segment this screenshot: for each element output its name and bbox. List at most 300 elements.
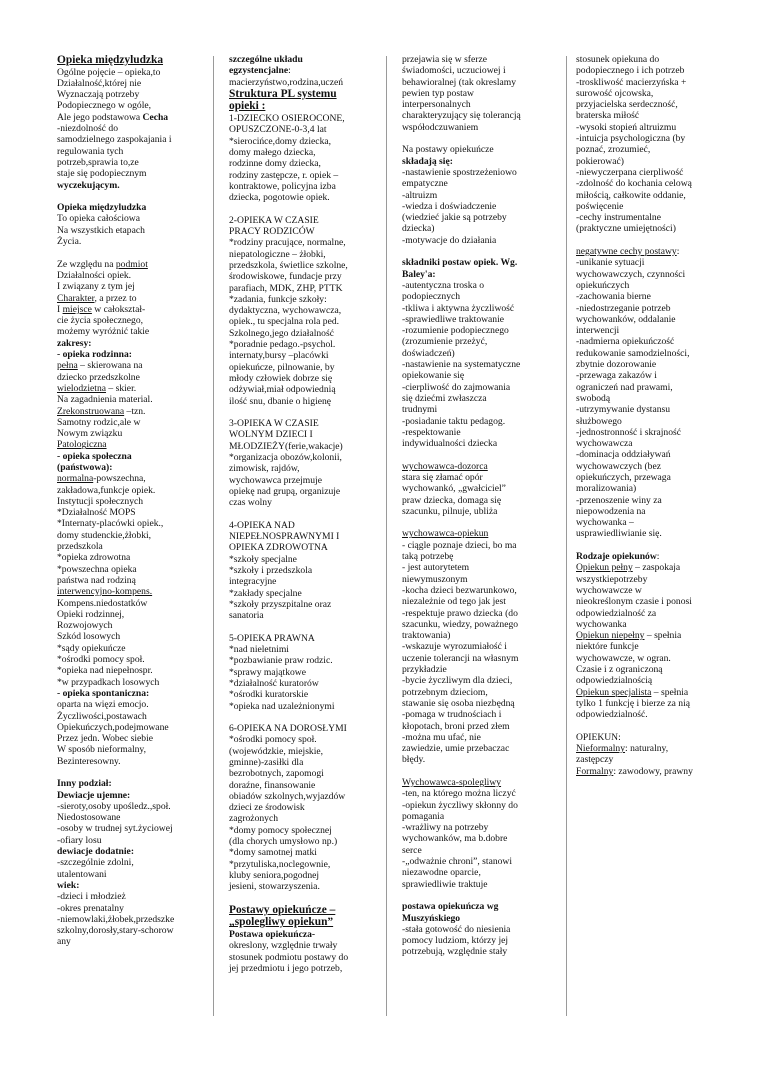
- line-text: -rozumienie podopiecznego: [402, 325, 509, 337]
- line-text: przedszkola, świetlice szkolne,: [229, 259, 348, 271]
- line-text: Na wszystkich etapach: [57, 224, 145, 236]
- text-line: [57, 598, 202, 609]
- line-text: indywidualności dziecka: [402, 438, 498, 450]
- paragraph-gap: [57, 767, 202, 778]
- text-line: [576, 664, 728, 675]
- text-line: [576, 427, 728, 438]
- text-line: [57, 326, 202, 337]
- text-line: [576, 144, 728, 155]
- text-line: [402, 303, 552, 314]
- text-line: [57, 790, 202, 801]
- text-line: [402, 54, 552, 65]
- line-text: -autentyczna troska o: [402, 279, 485, 291]
- text-line: [57, 383, 202, 394]
- text-line: [576, 336, 728, 347]
- line-text: odpowiedzialnością: [576, 675, 653, 687]
- text-line: [229, 904, 377, 917]
- text-line: [576, 517, 728, 528]
- line-text: obiadów szkolnych,wyjazdów: [229, 790, 346, 802]
- line-text: wychowawca przejmuje: [229, 474, 322, 486]
- line-trailing-part: – spełnia: [651, 686, 689, 698]
- text-line: [402, 212, 552, 223]
- line-text: *w przypadkach losowych: [57, 676, 160, 688]
- text-line: [576, 675, 728, 686]
- text-line: [57, 54, 202, 67]
- line-text: - jest autorytetem: [402, 562, 470, 574]
- text-line: [229, 429, 377, 440]
- text-line: [229, 655, 377, 666]
- text-line: [229, 452, 377, 463]
- text-line: [57, 812, 202, 823]
- text-line: [576, 574, 728, 585]
- line-text: wychowawcza: [576, 438, 633, 450]
- text-line: [229, 542, 377, 553]
- line-trailing-part: –tzn.: [124, 405, 146, 417]
- line-text: doraźne, finansowanie: [229, 779, 316, 791]
- line-text: -sieroty,osoby upośledz.,społ.: [57, 800, 171, 812]
- line-text: kluby seniora,pogodnej: [229, 869, 320, 881]
- text-line: [402, 833, 552, 844]
- text-line: [402, 619, 552, 630]
- text-line: [229, 283, 377, 294]
- text-line: [229, 520, 377, 531]
- text-line: [402, 483, 552, 494]
- line-text: Kompens.niedostatków: [57, 597, 148, 609]
- line-text: zagrożonych: [229, 813, 279, 825]
- line-underlined-part: Opiekun pełny: [576, 562, 633, 574]
- column-divider-1: [213, 56, 214, 1016]
- text-line: [229, 54, 377, 65]
- text-line: [229, 158, 377, 169]
- line-text: odżywiał,miał odpowiednią: [229, 384, 336, 396]
- line-text: -bycie życzliwym dla dzieci,: [402, 675, 513, 687]
- text-line: [57, 518, 202, 529]
- text-line: [229, 836, 377, 847]
- line-text: jesieni, stowarzyszenia.: [229, 881, 320, 893]
- text-line: [57, 925, 202, 936]
- line-text: -sprawiedliwe traktowanie: [402, 313, 505, 325]
- line-text: Muszyńskiego: [402, 912, 461, 924]
- line-text: Niedostosowane: [57, 812, 121, 824]
- line-text: NIEPEŁNOSPRAWNYMI I: [229, 531, 340, 543]
- line-text: poznać, zrozumieć,: [576, 144, 651, 156]
- text-line: [229, 88, 377, 101]
- text-line: [402, 348, 552, 359]
- text-line: [229, 678, 377, 689]
- line-text: (państwowa):: [57, 461, 113, 473]
- line-text: *działalność kuratorów: [229, 677, 319, 689]
- text-line: [229, 610, 377, 621]
- line-text: odpowiedzialność.: [576, 709, 648, 721]
- line-text: współodczuwaniem: [402, 121, 479, 133]
- text-line: [402, 438, 552, 449]
- line-text: OPIEKUN:: [576, 731, 621, 743]
- line-text: Inny podział:: [57, 778, 112, 790]
- line-text: Opieka międzyludzka: [57, 54, 164, 66]
- text-line: [402, 77, 552, 88]
- text-line: [57, 880, 202, 891]
- line-underlined-part: wielodzietna: [57, 382, 107, 394]
- line-text: -dzieci i młodzież: [57, 891, 126, 903]
- text-line: [229, 746, 377, 757]
- line-text: *szkoły przyszpitalne oraz: [229, 598, 332, 610]
- line-text: 5-OPIEKA PRAWNA: [229, 632, 315, 644]
- line-text: -zachowania bierne: [576, 291, 651, 303]
- text-line: [402, 99, 552, 110]
- text-line: [576, 54, 728, 65]
- text-line: [229, 260, 377, 271]
- line-text: *sierocińce,domy dziecka,: [229, 135, 332, 147]
- line-text: praw dziecka, domaga się: [402, 494, 502, 506]
- line-text: gminne)-zasiłki dla: [229, 757, 304, 768]
- text-line: [57, 733, 202, 744]
- line-text: -ofiary losu: [57, 834, 102, 846]
- line-underlined-part: normalna: [57, 473, 94, 485]
- text-line: [57, 213, 202, 224]
- line-text: -wiedza i doświadczenie: [402, 200, 497, 212]
- line-text: MŁODZIEŻY(ferie,wakacje): [229, 440, 343, 452]
- text-line: [402, 201, 552, 212]
- line-text: tylko 1 funkcję i bierze za nią: [576, 697, 691, 709]
- line-underlined-part: miejsce: [62, 303, 92, 315]
- text-line: [57, 485, 202, 496]
- text-line: [402, 856, 552, 867]
- line-trailing-part: , a przez to: [94, 292, 137, 304]
- text-line: [402, 585, 552, 596]
- line-text: zakładowa,funkcje opiek.: [57, 484, 156, 496]
- line-text: *poradnie pedago.-psychol.: [229, 339, 336, 351]
- text-line: [229, 554, 377, 565]
- line-text: *szkoły i przedszkola: [229, 564, 313, 576]
- line-text: usprawiedliwianie się.: [576, 528, 662, 540]
- line-text: To opieka całościowa: [57, 213, 140, 225]
- text-line: [57, 903, 202, 914]
- text-line: [229, 633, 377, 644]
- text-line: [229, 531, 377, 542]
- line-text: trudnymi: [402, 404, 438, 416]
- text-line: [57, 914, 202, 925]
- text-line: [57, 711, 202, 722]
- text-line: [57, 620, 202, 631]
- text-line: [229, 147, 377, 158]
- text-line: [229, 384, 377, 395]
- text-line: [57, 406, 202, 417]
- text-line: [402, 291, 552, 302]
- text-line: [229, 226, 377, 237]
- line-text: Ze względu na: [57, 258, 116, 270]
- line-text: OPIEKA ZDROWOTNA: [229, 542, 328, 554]
- line-text: empatyczne: [402, 178, 448, 190]
- line-text: -wrażliwy na potrzeby: [402, 822, 489, 834]
- text-line: [576, 438, 728, 449]
- text-line: [402, 732, 552, 743]
- line-text: szacunku, wiedzy, poważnego: [402, 618, 519, 630]
- text-line: [402, 879, 552, 890]
- line-text: opieki :: [229, 100, 266, 113]
- text-line: [402, 777, 552, 788]
- line-trailing-part: : zawodowy, prawny: [613, 765, 693, 777]
- text-line: [229, 565, 377, 576]
- line-text: -cechy instrumentalne: [576, 212, 661, 224]
- line-text: sanatoria: [229, 610, 264, 622]
- text-line: [229, 952, 377, 963]
- line-text: samodzielnego zaspokajania i: [57, 134, 172, 146]
- line-text: Postawa opiekuńcza-: [229, 929, 316, 941]
- line-text: Życia.: [57, 236, 82, 248]
- line-text: *przytuliska,noclegownie,: [229, 858, 331, 870]
- text-line: [576, 698, 728, 709]
- text-line: [229, 734, 377, 745]
- text-line: [402, 924, 552, 935]
- text-line: [57, 123, 202, 134]
- line-text: wychowanków, ma b.dobre: [402, 833, 508, 845]
- line-text: -niewyczerpana cierpliwość: [576, 166, 684, 178]
- line-text: -troskliwość macierzyńska +: [576, 76, 687, 88]
- line-text: Nowym związku: [57, 428, 123, 440]
- line-text: *szkoły specjalne: [229, 553, 297, 565]
- text-line: [402, 709, 552, 720]
- line-text: traktowania): [402, 630, 451, 642]
- text-line: [576, 167, 728, 178]
- line-text: zastępczy: [576, 754, 614, 766]
- line-text: (dla chorych umysłowo np.): [229, 836, 338, 848]
- paragraph-gap: [229, 407, 377, 418]
- text-line: [402, 540, 552, 551]
- text-line: [57, 180, 202, 191]
- column-4: [576, 54, 728, 777]
- line-text: składniki postaw opiek. Wg.: [402, 257, 518, 269]
- text-line: [402, 506, 552, 517]
- line-text: młody człowiek dobrze się: [229, 372, 333, 384]
- text-line: [229, 881, 377, 892]
- line-text: moralizowania): [576, 483, 637, 495]
- text-line: [576, 416, 728, 427]
- line-text: poświęcenie: [576, 200, 624, 212]
- text-line: [57, 677, 202, 688]
- line-text: -cierpliwość do zajmowania: [402, 381, 511, 393]
- line-text: środowiskowe, fundacje przy: [229, 271, 342, 283]
- paragraph-gap: [576, 721, 728, 732]
- text-line: [229, 963, 377, 974]
- text-line: [229, 599, 377, 610]
- line-text: wychowawca-dozorca: [402, 460, 488, 472]
- text-line: [402, 427, 552, 438]
- text-line: [402, 630, 552, 641]
- text-line: [576, 653, 728, 664]
- text-line: [57, 417, 202, 428]
- text-line: [57, 575, 202, 586]
- paragraph-gap: [576, 235, 728, 246]
- text-line: [576, 303, 728, 314]
- paragraph-gap: [57, 191, 202, 202]
- text-line: [402, 404, 552, 415]
- text-line: [402, 687, 552, 698]
- text-line: [229, 136, 377, 147]
- line-text: Działalności opiek.: [57, 269, 132, 281]
- column-1: [57, 54, 202, 948]
- text-line: [229, 418, 377, 429]
- text-line: [229, 350, 377, 361]
- text-line: [57, 67, 202, 78]
- text-line: [57, 112, 202, 123]
- column-3: [402, 54, 552, 958]
- line-text: państwa nad rodziną: [57, 574, 136, 586]
- text-line: [57, 259, 202, 270]
- line-text: wychowawcze w: [576, 584, 642, 596]
- text-line: [576, 325, 728, 336]
- text-line: [229, 791, 377, 802]
- line-text: *organizacja obozów,kolonii,: [229, 451, 342, 463]
- line-text: stosunek podmiotu postawy do: [229, 951, 349, 963]
- line-text: wychowawcze, w ogran.: [576, 652, 671, 664]
- text-line: [576, 404, 728, 415]
- text-line: [57, 236, 202, 247]
- text-line: [576, 348, 728, 359]
- line-text: podopiecznego i ich potrzeb: [576, 65, 685, 77]
- text-line: [402, 608, 552, 619]
- text-line: [402, 495, 552, 506]
- text-line: [57, 778, 202, 789]
- text-line: [57, 451, 202, 462]
- text-line: [402, 946, 552, 957]
- text-line: [57, 846, 202, 857]
- line-underlined-part: podmiot: [115, 258, 148, 270]
- line-text: Działalność,której nie: [57, 77, 142, 89]
- line-text: dziecka, pogotowie opiek.: [229, 192, 330, 204]
- line-text: błędy.: [402, 754, 426, 766]
- text-line: [229, 497, 377, 508]
- text-line: [229, 689, 377, 700]
- line-text: niepowodzenia na: [576, 505, 646, 517]
- text-line: [402, 370, 552, 381]
- text-line: [576, 495, 728, 506]
- line-text: potrzebują, względnie stały: [402, 946, 508, 958]
- line-underlined-part: Opiekun specjalista: [576, 686, 652, 698]
- line-text: potrzebnym dzieciom,: [402, 686, 488, 698]
- line-text: czas wolny: [229, 497, 272, 509]
- text-line: [57, 202, 202, 213]
- text-line: [576, 641, 728, 652]
- text-line: [229, 929, 377, 940]
- line-text: -respektuje prawo dziecka (do: [402, 607, 518, 619]
- text-line: [402, 754, 552, 765]
- text-line: [402, 65, 552, 76]
- line-text: *nad nieletnimi: [229, 644, 289, 656]
- text-line: [57, 722, 202, 733]
- line-text: -jednostronność i skrajność: [576, 426, 681, 438]
- paragraph-gap: [402, 890, 552, 901]
- text-line: [229, 373, 377, 384]
- text-line: [402, 325, 552, 336]
- text-line: [576, 212, 728, 223]
- text-line: [57, 428, 202, 439]
- text-line: [57, 823, 202, 834]
- text-line: [57, 315, 202, 326]
- text-line: [229, 757, 377, 768]
- text-line: [576, 506, 728, 517]
- line-text: wychowanków, oddalanie: [576, 313, 676, 325]
- line-text: wychowawczych (bez: [576, 460, 661, 472]
- line-text: przyjacielska serdeczność,: [576, 99, 678, 111]
- line-text: Czasie i z ograniczoną: [576, 664, 663, 676]
- line-text: swobodą: [576, 392, 611, 404]
- line-text: ilość snu, dbanie o higienę: [229, 395, 332, 407]
- line-text: opiekowanie się: [402, 370, 465, 382]
- line-text: *rodziny pracujące, normalne,: [229, 237, 346, 249]
- line-text: Szkód losowych: [57, 631, 121, 643]
- line-text: Opieki rodzinnej,: [57, 608, 125, 620]
- text-line: [402, 190, 552, 201]
- line-text: redukowanie samodzielności,: [576, 347, 690, 359]
- line-trailing-part: – zaspokaja: [632, 562, 681, 574]
- text-line: [576, 246, 728, 257]
- line-text: -motywacje do działania: [402, 234, 497, 246]
- line-text: domy studenckie,żłobki,: [57, 529, 152, 541]
- text-line: [57, 586, 202, 597]
- line-text: *opieka zdrowotna: [57, 552, 131, 564]
- text-line: [402, 913, 552, 924]
- text-line: [229, 215, 377, 226]
- line-text: dziecka): [402, 223, 435, 235]
- line-text: zbytnie dozorowanie: [576, 359, 657, 371]
- text-line: [402, 845, 552, 856]
- text-line: [402, 935, 552, 946]
- line-text: (wojewódzkie, miejskie,: [229, 745, 324, 757]
- text-line: [229, 780, 377, 791]
- line-text: braterska miłość: [576, 110, 640, 122]
- text-line: [229, 768, 377, 779]
- text-line: [576, 449, 728, 460]
- text-line: [229, 339, 377, 350]
- text-line: [402, 721, 552, 732]
- line-text: (praktyczne umiejętności): [576, 223, 676, 235]
- line-text: -nadmierna opiekuńczość: [576, 336, 675, 348]
- line-text: 1-DZIECKO OSIEROCONE,: [229, 113, 345, 125]
- text-line: [402, 743, 552, 754]
- line-text: -nastawienie na systematyczne: [402, 359, 521, 371]
- line-text: pewien typ postaw: [402, 87, 474, 99]
- paragraph-gap: [229, 508, 377, 519]
- text-line: [57, 756, 202, 767]
- line-text: niezależnie od tego jak jest: [402, 596, 506, 608]
- paragraph-gap: [402, 517, 552, 528]
- text-line: [57, 541, 202, 552]
- text-line: [576, 461, 728, 472]
- text-line: [402, 901, 552, 912]
- line-text: -intuicja psychologiczna (by: [576, 133, 686, 145]
- text-line: [402, 811, 552, 822]
- line-text: możemy wyróżnić takie: [57, 326, 150, 338]
- line-text: - opieka spontaniczna:: [57, 687, 150, 699]
- line-text: sprawiedliwie traktuje: [402, 878, 488, 890]
- line-trailing-part: w całokształ-: [91, 303, 146, 315]
- paragraph-gap: [229, 712, 377, 723]
- line-text: przejawia się w sferze: [402, 54, 487, 65]
- text-line: [57, 801, 202, 812]
- line-text: Samotny rodzic,ale w: [57, 416, 141, 428]
- text-line: [576, 393, 728, 404]
- line-text: *pozbawianie praw rodzic.: [229, 655, 333, 667]
- text-line: [229, 813, 377, 824]
- text-line: [229, 316, 377, 327]
- line-text: WOLNYM DZIECI I: [229, 429, 313, 441]
- text-line: [57, 304, 202, 315]
- text-line: [402, 156, 552, 167]
- text-line: [576, 551, 728, 562]
- text-line: [402, 562, 552, 573]
- text-line: [57, 609, 202, 620]
- line-text: -przenoszenie winy za: [576, 494, 662, 506]
